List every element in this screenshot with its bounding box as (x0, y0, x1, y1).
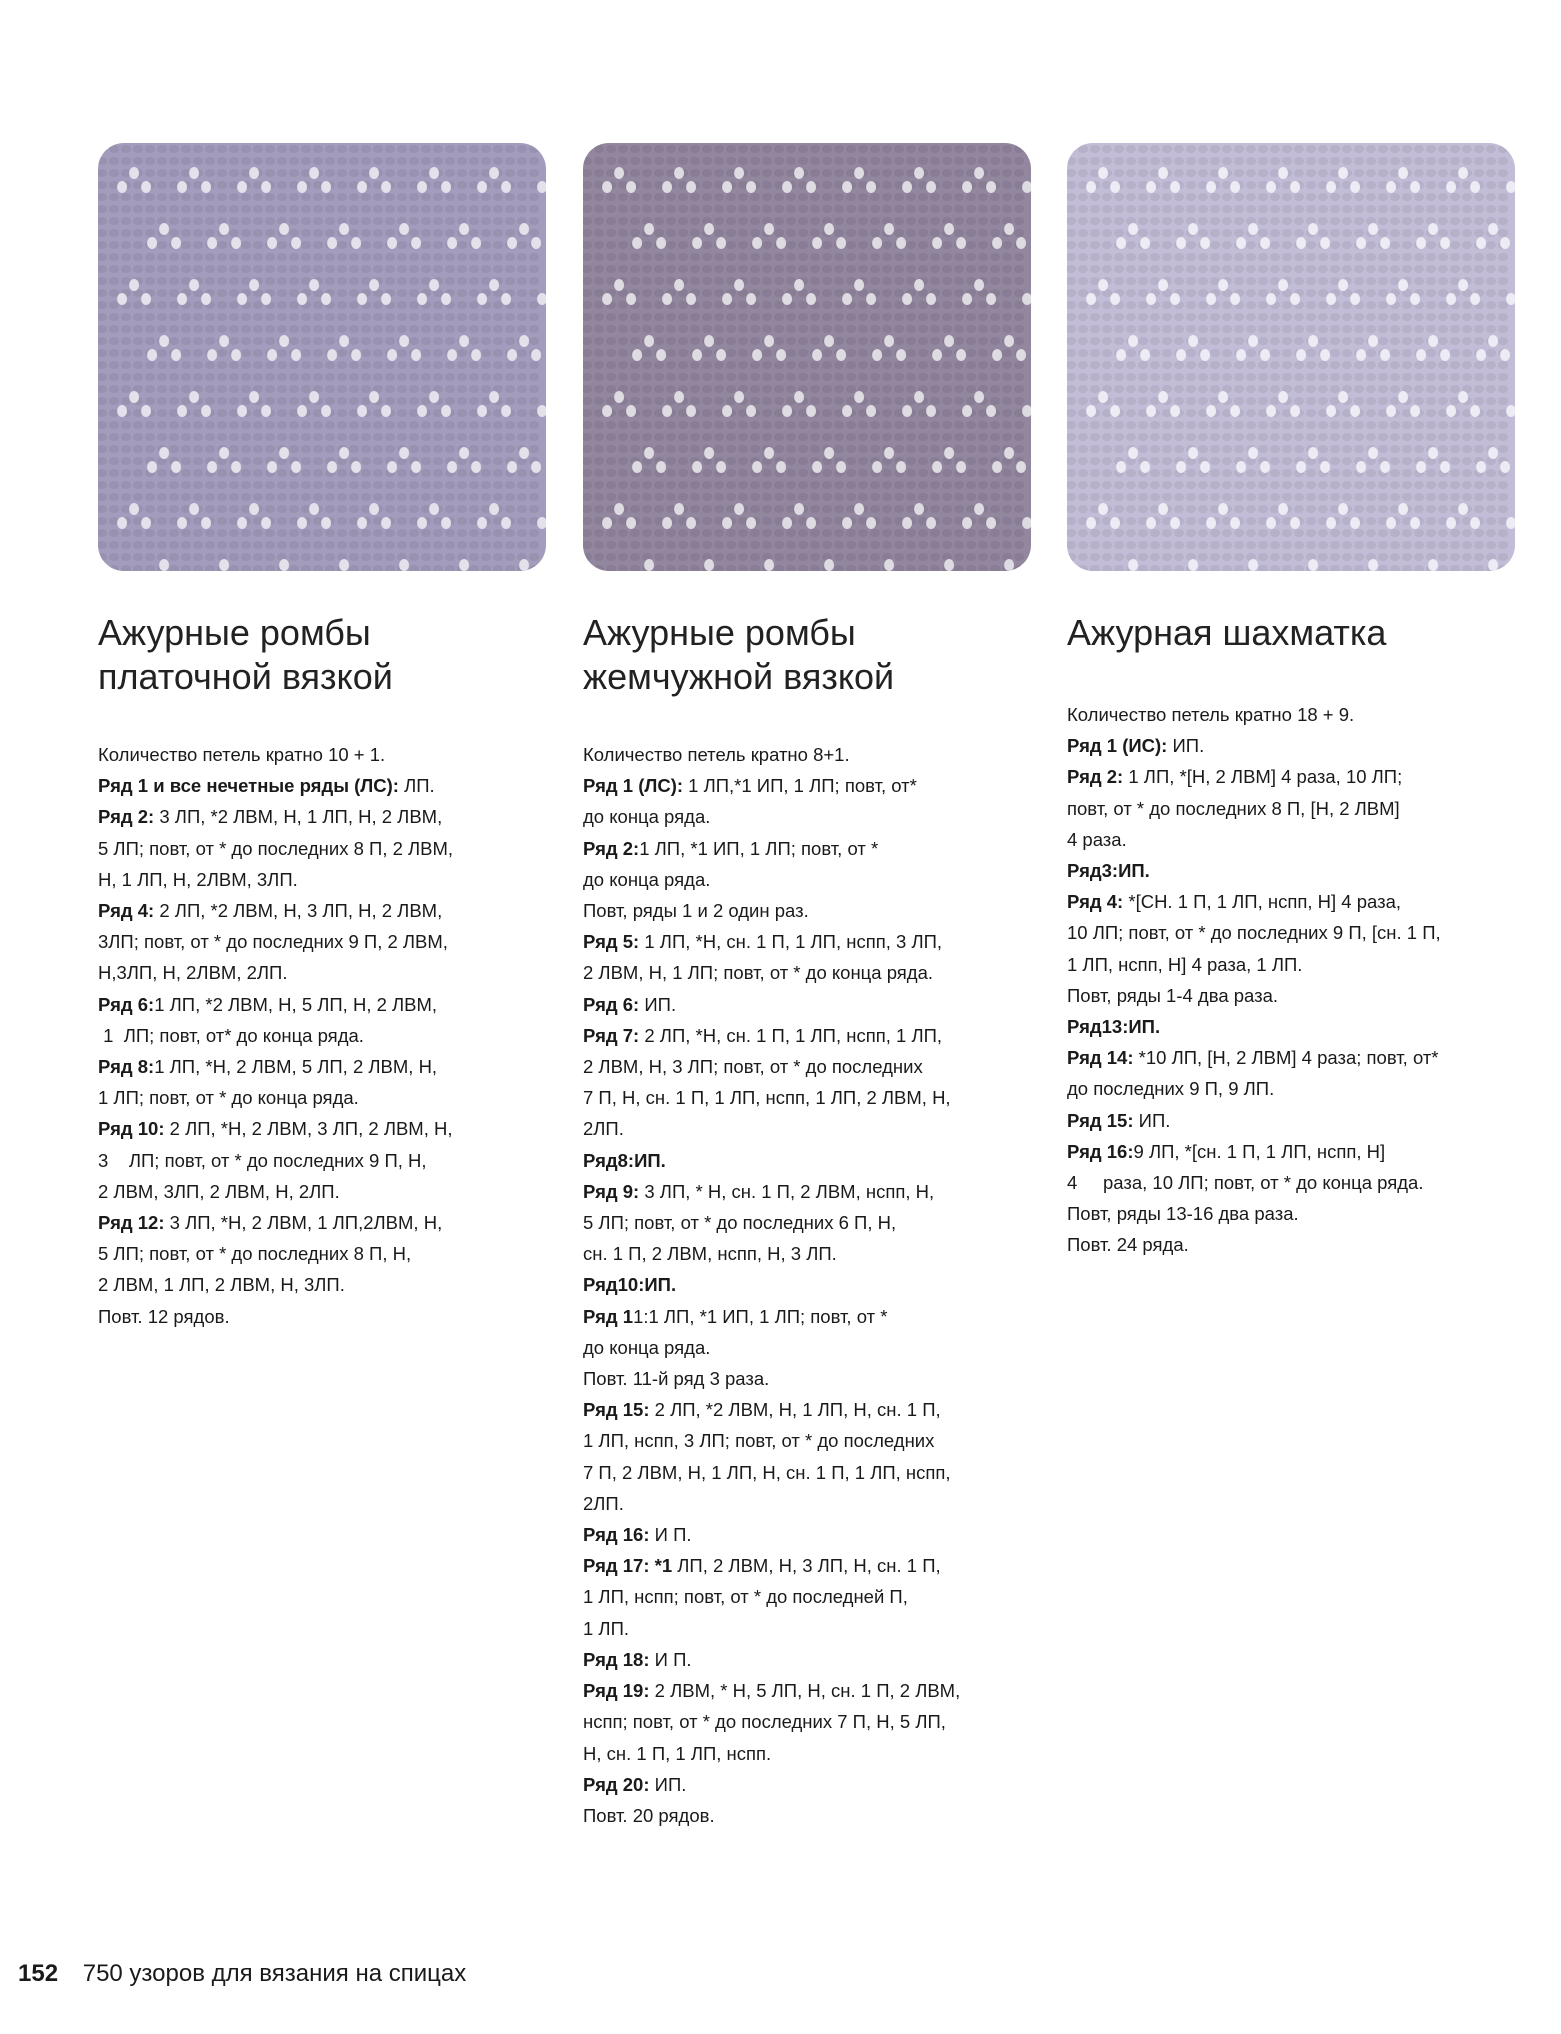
instruction-line (583, 1394, 1033, 1425)
instruction-line (583, 1769, 1033, 1800)
row-text: 2 ЛВМ, 3ЛП, 2 ЛВМ, Н, 2ЛП. (98, 1180, 340, 1202)
instruction-line (583, 957, 1033, 988)
pattern-instructions-2 (583, 739, 1033, 1831)
instruction-line (583, 926, 1033, 957)
row-label: Ряд 14: (1067, 1047, 1134, 1069)
instruction-line (583, 1145, 1033, 1176)
knitted-lace-swatch (1067, 143, 1515, 571)
row-text: ЛП, 2 ЛВМ, Н, 3 ЛП, Н, сн. 1 П, (672, 1555, 941, 1577)
page-footer (18, 1960, 466, 1988)
instruction-line (1067, 730, 1517, 761)
row-text: Количество петель кратно 8+1. (583, 744, 850, 765)
row-text: сн. 1 П, 2 ЛВМ, нспп, Н, 3 ЛП. (583, 1243, 837, 1265)
row-text: И П. (649, 1648, 692, 1670)
instruction-line (98, 1207, 548, 1238)
instruction-line (583, 1738, 1033, 1769)
row-text: ИП. (1133, 1109, 1171, 1131)
row-label: Ряд 18: (583, 1648, 650, 1670)
row-label: Ряд 4: (98, 900, 155, 922)
row-text: Повт. 24 ряда. (1067, 1234, 1189, 1256)
instruction-line (98, 739, 548, 770)
row-text: Повт, ряды 1 и 2 один раз. (583, 900, 809, 922)
row-label: Ряд 2: (583, 837, 640, 859)
row-text: 7 П, Н, сн. 1 П, 1 ЛП, нспп, 1 ЛП, 2 ЛВМ, Н, (583, 1087, 951, 1109)
instruction-line (583, 1301, 1033, 1332)
row-text: Н,3ЛП, Н, 2ЛВМ, 2ЛП. (98, 962, 288, 984)
row-label: Ряд 2: (98, 806, 155, 828)
instruction-line (1067, 949, 1517, 980)
instruction-line (583, 1519, 1033, 1550)
row-text: до конца ряда. (583, 1336, 711, 1358)
instruction-line (98, 1269, 548, 1300)
instruction-line (583, 1706, 1033, 1737)
swatch-photo-3 (1067, 143, 1515, 571)
row-text: 1 ЛП, нспп, 3 ЛП; повт, от * до последних (583, 1430, 935, 1452)
pattern-column-1 (98, 143, 548, 1332)
row-text: до последних 9 П, 9 ЛП. (1067, 1078, 1275, 1100)
instruction-line (583, 1238, 1033, 1269)
instruction-line (1067, 917, 1517, 948)
row-text: 7 П, 2 ЛВМ, Н, 1 ЛП, Н, сн. 1 П, 1 ЛП, нспп, (583, 1461, 951, 1483)
instruction-line (1067, 1136, 1517, 1167)
instruction-line (583, 1363, 1033, 1394)
pattern-instructions-3 (1067, 699, 1517, 1261)
row-text: ИП. (639, 993, 677, 1015)
instruction-line (583, 833, 1033, 864)
row-label: Ряд10:ИП. (583, 1274, 677, 1296)
swatch-photo-1 (98, 143, 546, 571)
row-label: Ряд 1 (ИС): (1067, 735, 1168, 757)
instruction-line (583, 739, 1033, 770)
instruction-line (583, 1675, 1033, 1706)
row-text: ЛП. (398, 775, 435, 797)
row-label: Ряд 1 (ЛС): (583, 775, 684, 797)
instruction-line (1067, 980, 1517, 1011)
row-text: до конца ряда. (583, 806, 711, 828)
row-label: Ряд 12: (98, 1212, 165, 1234)
row-text: 2 ЛВМ, * Н, 5 ЛП, Н, сн. 1 П, 2 ЛВМ, (649, 1680, 961, 1702)
row-text: 9 ЛП, *[сн. 1 П, 1 ЛП, нспп, Н] (1133, 1140, 1386, 1162)
row-label: Ряд 15: (583, 1399, 650, 1421)
knitted-lace-swatch (583, 143, 1031, 571)
row-text: 2ЛП. (583, 1118, 624, 1140)
row-text: 2 ЛВМ, Н, 1 ЛП; повт, от * до конца ряда. (583, 962, 934, 984)
row-text: 1 ЛП, нспп; повт, от * до последней П, (583, 1586, 908, 1608)
instruction-line (583, 1644, 1033, 1675)
instruction-line (98, 1051, 548, 1082)
row-text: 1 ЛП, нспп, Н] 4 раза, 1 ЛП. (1067, 953, 1303, 975)
row-text: 1 ЛП, *1 ИП, 1 ЛП; повт, от * (639, 837, 879, 859)
instruction-line (1067, 1073, 1517, 1104)
instruction-line (583, 1113, 1033, 1144)
instruction-line (98, 926, 548, 957)
row-label: Ряд 16: (583, 1524, 650, 1546)
instruction-line (583, 1550, 1033, 1581)
row-label: Ряд 19: (583, 1680, 650, 1702)
row-text: Н, сн. 1 П, 1 ЛП, нспп. (583, 1742, 772, 1764)
row-label: Ряд 7: (583, 1024, 640, 1046)
instruction-line (98, 1113, 548, 1144)
row-label: Ряд 20: (583, 1773, 650, 1795)
row-text: 1 ЛП, *Н, сн. 1 П, 1 ЛП, нспп, 3 ЛП, (639, 931, 943, 953)
row-text: 4 раза. (1067, 828, 1127, 850)
row-label: Ряд 6: (98, 993, 155, 1015)
instruction-line (583, 1457, 1033, 1488)
row-text: 2 ЛВМ, 1 ЛП, 2 ЛВМ, Н, 3ЛП. (98, 1274, 345, 1296)
row-text: 3 ЛП; повт, от * до последних 9 П, Н, (98, 1149, 427, 1171)
instruction-line (583, 1800, 1033, 1831)
knitted-lace-swatch (98, 143, 546, 571)
row-text: Повт. 20 рядов. (583, 1804, 715, 1826)
row-text: 5 ЛП; повт, от * до последних 6 П, Н, (583, 1212, 897, 1234)
instruction-line (1067, 886, 1517, 917)
instruction-line (98, 833, 548, 864)
row-text: 1 ЛП; повт, от* до конца ряда. (98, 1024, 364, 1046)
row-text: ИП. (649, 1773, 687, 1795)
instruction-line (583, 1613, 1033, 1644)
instruction-line (583, 989, 1033, 1020)
row-label: Ряд3:ИП. (1067, 860, 1150, 882)
row-label: Ряд 4: (1067, 891, 1124, 913)
row-label: Ряд 8: (98, 1056, 155, 1078)
row-label: Ряд 2: (1067, 766, 1124, 788)
row-text: Количество петель кратно 10 + 1. (98, 744, 386, 765)
row-text: 2 ЛВМ, Н, 3 ЛП; повт, от * до последних (583, 1056, 923, 1078)
pattern-title-2: Ажурные ромбы жемчужной вязкой (583, 612, 895, 697)
row-label: Ряд 6: (583, 993, 640, 1015)
instruction-line (583, 1581, 1033, 1612)
row-text: 2 ЛП, *Н, сн. 1 П, 1 ЛП, нспп, 1 ЛП, (639, 1024, 943, 1046)
pattern-title-1: Ажурные ромбы платочной вязкой (98, 612, 393, 697)
row-text: 1:1 ЛП, *1 ИП, 1 ЛП; повт, от * (633, 1305, 888, 1327)
pattern-instructions-1 (98, 739, 548, 1332)
row-label: Ряд 15: (1067, 1109, 1134, 1131)
row-text: 1 ЛП,*1 ИП, 1 ЛП; повт, от* (683, 775, 917, 797)
instruction-line (583, 1082, 1033, 1113)
instruction-line (98, 1145, 548, 1176)
row-text: до конца ряда. (583, 868, 711, 890)
pattern-column-2 (583, 143, 1033, 1831)
instruction-line (583, 1207, 1033, 1238)
instruction-line (583, 1488, 1033, 1519)
row-text: 2 ЛП, *2 ЛВМ, Н, 1 ЛП, Н, сн. 1 П, (649, 1399, 941, 1421)
row-text: 1 ЛП, *Н, 2 ЛВМ, 5 ЛП, 2 ЛВМ, Н, (154, 1056, 438, 1078)
row-text: ИП. (1167, 735, 1205, 757)
instruction-line (1067, 761, 1517, 792)
row-label: Ряд 17: *1 (583, 1555, 673, 1577)
row-label: Ряд8:ИП. (583, 1149, 666, 1171)
row-text: 3ЛП; повт, от * до последних 9 П, 2 ЛВМ, (98, 931, 448, 953)
instruction-line (98, 989, 548, 1020)
row-label: Ряд 9: (583, 1180, 640, 1202)
row-label: Ряд13:ИП. (1067, 1016, 1161, 1038)
row-text: 1 ЛП, *[Н, 2 ЛВМ] 4 раза, 10 ЛП; (1123, 766, 1403, 788)
row-label: Ряд 5: (583, 931, 640, 953)
row-text: Повт. 12 рядов. (98, 1305, 230, 1327)
instruction-line (1067, 824, 1517, 855)
instruction-line (98, 1020, 548, 1051)
row-text: Повт. 11-й ряд 3 раза. (583, 1368, 770, 1390)
instruction-line (1067, 1229, 1517, 1260)
instruction-line (98, 864, 548, 895)
instruction-line (98, 1082, 548, 1113)
instruction-line (1067, 1167, 1517, 1198)
page-number: 152 (18, 1960, 59, 1987)
row-text: Повт, ряды 1-4 два раза. (1067, 984, 1279, 1006)
instruction-line (583, 864, 1033, 895)
row-label: Ряд 10: (98, 1118, 165, 1140)
row-text: Повт, ряды 13-16 два раза. (1067, 1203, 1299, 1225)
row-text: 2 ЛП, *Н, 2 ЛВМ, 3 ЛП, 2 ЛВМ, Н, (164, 1118, 453, 1140)
instruction-line (583, 1176, 1033, 1207)
row-label: Ряд 16: (1067, 1140, 1134, 1162)
instruction-line (583, 895, 1033, 926)
instruction-line (583, 1425, 1033, 1456)
instruction-line (1067, 699, 1517, 730)
row-text: 10 ЛП; повт, от * до последних 9 П, [сн. 1 П, (1067, 922, 1441, 944)
instruction-line (1067, 1105, 1517, 1136)
instruction-line (98, 770, 548, 801)
row-text: Количество петель кратно 18 + 9. (1067, 704, 1355, 725)
instruction-line (583, 1269, 1033, 1300)
row-text: 1 ЛП; повт, от * до конца ряда. (98, 1087, 359, 1109)
row-text: *[СН. 1 П, 1 ЛП, нспп, Н] 4 раза, (1123, 891, 1401, 913)
instruction-line (1067, 1042, 1517, 1073)
instruction-line (1067, 793, 1517, 824)
pattern-title-3: Ажурная шахматка (1067, 612, 1387, 653)
row-text: повт, от * до последних 8 П, [Н, 2 ЛВМ] (1067, 797, 1400, 819)
swatch-photo-2 (583, 143, 1031, 571)
row-text: 2 ЛП, *2 ЛВМ, Н, 3 ЛП, Н, 2 ЛВМ, (154, 900, 443, 922)
row-text: 5 ЛП; повт, от * до последних 8 П, Н, (98, 1243, 412, 1265)
instruction-line (1067, 1011, 1517, 1042)
instruction-line (98, 1238, 548, 1269)
row-text: И П. (649, 1524, 692, 1546)
instruction-line (98, 1176, 548, 1207)
row-text: 2ЛП. (583, 1492, 624, 1514)
row-text: Н, 1 ЛП, Н, 2ЛВМ, 3ЛП. (98, 868, 298, 890)
instruction-line (583, 801, 1033, 832)
row-label: Ряд 1 (583, 1305, 634, 1327)
row-text: 4 раза, 10 ЛП; повт, от * до конца ряда. (1067, 1172, 1424, 1194)
row-text: 1 ЛП, *2 ЛВМ, Н, 5 ЛП, Н, 2 ЛВМ, (154, 993, 438, 1015)
row-text: нспп; повт, от * до последних 7 П, Н, 5 ЛП, (583, 1711, 946, 1733)
instruction-line (583, 1051, 1033, 1082)
instruction-line (98, 957, 548, 988)
row-text: 1 ЛП. (583, 1617, 630, 1639)
instruction-line (583, 1020, 1033, 1051)
row-text: 5 ЛП; повт, от * до последних 8 П, 2 ЛВМ, (98, 837, 454, 859)
instruction-line (1067, 1198, 1517, 1229)
row-text: 3 ЛП, *2 ЛВМ, Н, 1 ЛП, Н, 2 ЛВМ, (154, 806, 443, 828)
instruction-line (98, 801, 548, 832)
row-label: Ряд 1 и все нечетные ряды (ЛС): (98, 775, 399, 797)
row-text: *10 ЛП, [Н, 2 ЛВМ] 4 раза; повт, от* (1133, 1047, 1439, 1069)
book-title: 750 узоров для вязания на спицах (82, 1960, 467, 1987)
row-text: 3 ЛП, *Н, 2 ЛВМ, 1 ЛП,2ЛВМ, Н, (164, 1212, 443, 1234)
instruction-line (583, 1332, 1033, 1363)
instruction-line (98, 1301, 548, 1332)
row-text: 3 ЛП, * Н, сн. 1 П, 2 ЛВМ, нспп, Н, (639, 1180, 935, 1202)
instruction-line (583, 770, 1033, 801)
pattern-column-3 (1067, 143, 1517, 1261)
instruction-line (98, 895, 548, 926)
instruction-line (1067, 855, 1517, 886)
